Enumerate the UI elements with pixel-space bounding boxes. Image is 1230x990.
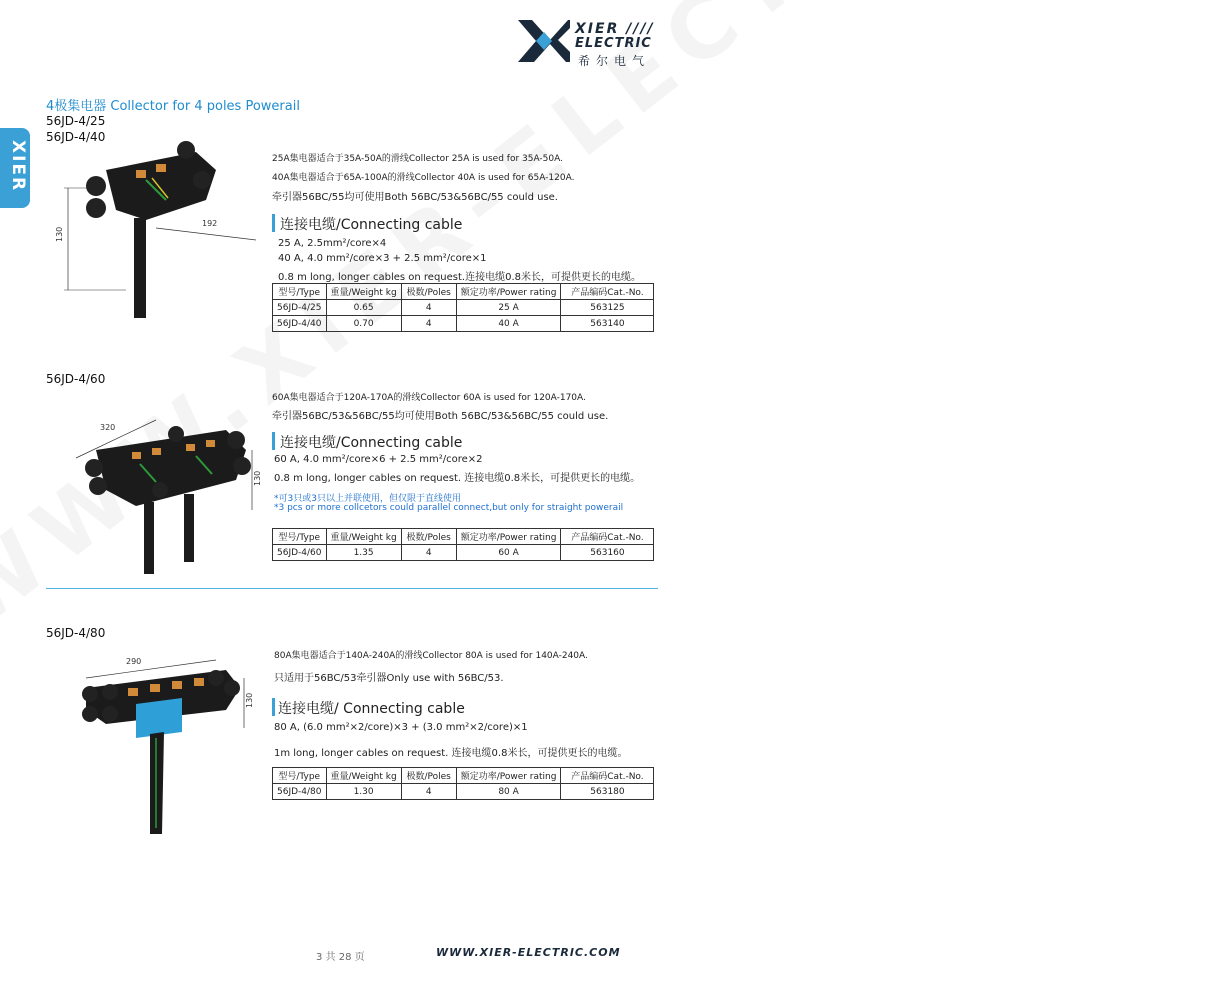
- model-label: 56JD-4/80: [46, 626, 106, 640]
- cell: 0.65: [326, 300, 401, 316]
- dim-height: 130: [253, 470, 262, 486]
- cell: 56JD-4/40: [273, 316, 327, 332]
- cell: 4: [401, 545, 456, 561]
- cell: 56JD-4/60: [273, 545, 327, 561]
- table-row: [273, 784, 654, 800]
- cable-heading: 连接电缆/Connecting cable: [280, 217, 463, 233]
- th-power: 额定功率/Power rating: [456, 529, 561, 545]
- table-row: [273, 545, 654, 561]
- description: 牵引器56BC/53&56BC/55均可使用Both 56BC/53&56BC/55 could use.: [272, 411, 609, 422]
- th-weight: 重量/Weight kg: [326, 529, 401, 545]
- cell: 0.70: [326, 316, 401, 332]
- th-power: 额定功率/Power rating: [456, 284, 561, 300]
- cable-spec: 0.8 m long, longer cables on request. 连接电缆0.8米长，可提供更长的电缆。: [274, 473, 641, 484]
- cell: 563125: [561, 300, 654, 316]
- cable-spec: 1m long, longer cables on request. 连接电缆0.8米长，可提供更长的电缆。: [274, 748, 628, 759]
- brand-subname: ELECTRIC: [575, 36, 652, 51]
- cell: 56JD-4/25: [273, 300, 327, 316]
- cable-spec: 0.8 m long, longer cables on request.连接电缆0.8米长，可提供更长的电缆。: [278, 272, 641, 283]
- cable-heading-bar: [272, 698, 275, 716]
- th-catno: 产品编码Cat.-No.: [561, 284, 654, 300]
- logo-mark: [516, 18, 572, 64]
- spec-table: [272, 528, 654, 561]
- description: 牵引器56BC/55均可使用Both 56BC/53&56BC/55 could use.: [272, 192, 558, 203]
- cable-spec: 60 A, 4.0 mm²/core×6 + 2.5 mm²/core×2: [274, 454, 483, 465]
- description: 只适用于56BC/53牵引器Only use with 56BC/53.: [274, 673, 504, 684]
- description: 60A集电器适合于120A-170A的滑线Collector 60A is used for 120A-170A.: [272, 393, 586, 403]
- page-number: 3 共 28 页: [316, 952, 365, 963]
- model-label: 56JD-4/25: [46, 114, 106, 128]
- cell: 563160: [561, 545, 654, 561]
- cable-spec: 80 A, (6.0 mm²×2/core)×3 + (3.0 mm²×2/core)×1: [274, 722, 528, 733]
- brand-cn: 希尔电气: [578, 54, 651, 68]
- th-poles: 极数/Poles: [401, 529, 456, 545]
- cell: 25 A: [456, 300, 561, 316]
- cell: 563140: [561, 316, 654, 332]
- cell: 40 A: [456, 316, 561, 332]
- cable-spec: 40 A, 4.0 mm²/core×3 + 2.5 mm²/core×1: [278, 253, 487, 264]
- th-poles: 极数/Poles: [401, 768, 456, 784]
- th-type: 型号/Type: [273, 284, 327, 300]
- cable-heading-bar: [272, 214, 275, 232]
- cell: 1.30: [326, 784, 401, 800]
- table-header-row: [273, 529, 654, 545]
- description: 80A集电器适合于140A-240A的滑线Collector 80A is used for 140A-240A.: [274, 651, 588, 661]
- model-label: 56JD-4/40: [46, 130, 106, 144]
- cable-heading: 连接电缆/Connecting cable: [280, 435, 463, 451]
- collector-drawing: [66, 648, 266, 838]
- dim-height: 130: [55, 226, 64, 242]
- dim-height: 130: [245, 692, 254, 708]
- parallel-note: *3 pcs or more collcetors could parallel connect,but only for straight powerail: [274, 503, 624, 513]
- description: 40A集电器适合于65A-100A的滑线Collector 40A is used for 65A-120A.: [272, 173, 575, 183]
- brand-name: XIER ////: [575, 21, 655, 37]
- table-header-row: [273, 768, 654, 784]
- spec-table: [272, 767, 654, 800]
- cell: 1.35: [326, 545, 401, 561]
- th-type: 型号/Type: [273, 768, 327, 784]
- th-type: 型号/Type: [273, 529, 327, 545]
- side-tab-label: XIER: [8, 140, 28, 193]
- cell: 4: [401, 784, 456, 800]
- cable-spec: 25 A, 2.5mm²/core×4: [278, 238, 387, 249]
- dim-length: 320: [100, 423, 116, 432]
- cell: 80 A: [456, 784, 561, 800]
- spec-table: [272, 283, 654, 332]
- th-poles: 极数/Poles: [401, 284, 456, 300]
- parallel-note: *可3只或3只以上并联使用，但仅限于直线使用: [274, 494, 461, 504]
- th-weight: 重量/Weight kg: [326, 284, 401, 300]
- table-row: [273, 316, 654, 332]
- table-header-row: [273, 284, 654, 300]
- dim-length: 290: [126, 657, 142, 666]
- cell: 4: [401, 300, 456, 316]
- cable-heading-bar: [272, 432, 275, 450]
- cell: 563180: [561, 784, 654, 800]
- th-catno: 产品编码Cat.-No.: [561, 529, 654, 545]
- table-row: [273, 300, 654, 316]
- collector-drawing: [56, 410, 266, 580]
- section-title: 4极集电器 Collector for 4 poles Powerail: [46, 99, 300, 114]
- cell: 60 A: [456, 545, 561, 561]
- cable-heading: 连接电缆/ Connecting cable: [278, 701, 465, 717]
- cell: 4: [401, 316, 456, 332]
- dim-length: 192: [202, 219, 218, 228]
- model-label: 56JD-4/60: [46, 372, 106, 386]
- cell: 56JD-4/80: [273, 784, 327, 800]
- th-catno: 产品编码Cat.-No.: [561, 768, 654, 784]
- th-weight: 重量/Weight kg: [326, 768, 401, 784]
- description: 25A集电器适合于35A-50A的滑线Collector 25A is used for 35A-50A.: [272, 154, 563, 164]
- footer-website: WWW.XIER-ELECTRIC.COM: [436, 946, 621, 959]
- collector-drawing: [56, 140, 266, 330]
- section-divider: [46, 588, 658, 589]
- th-power: 额定功率/Power rating: [456, 768, 561, 784]
